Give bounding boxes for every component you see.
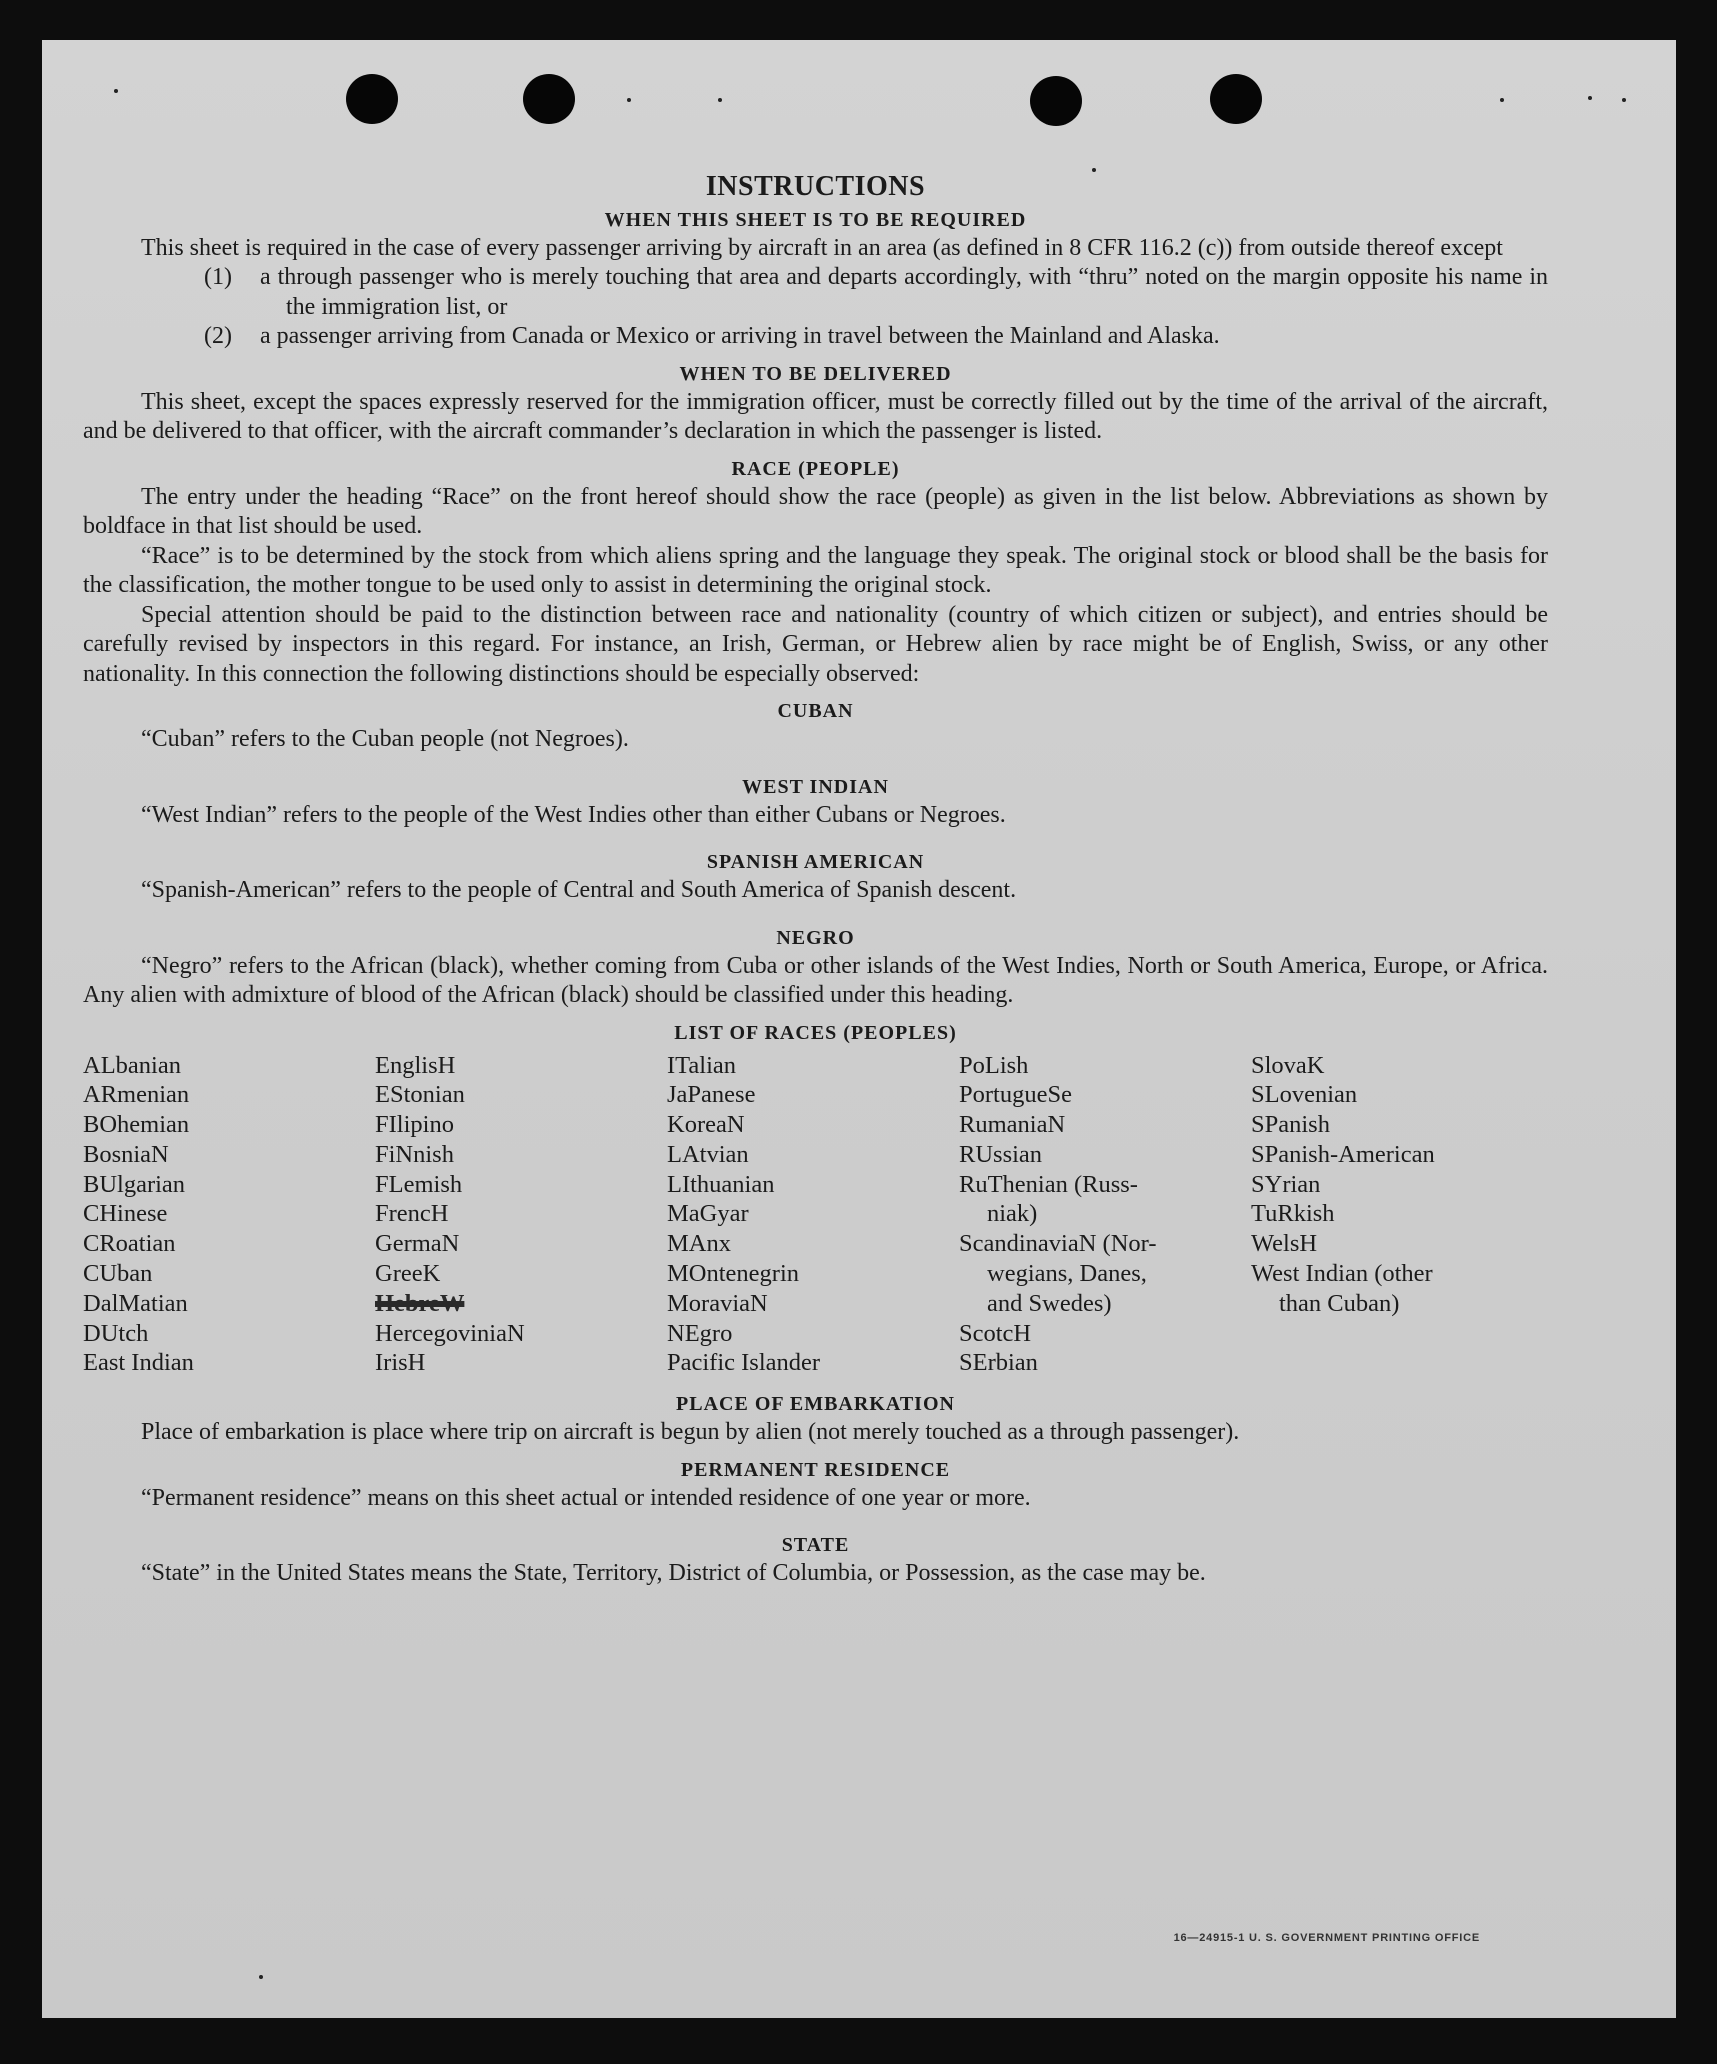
race-item: FrencH xyxy=(375,1200,449,1228)
race-item: ALbanian xyxy=(83,1051,181,1079)
heading-cuban: CUBAN xyxy=(777,700,854,722)
race-item: PoLish xyxy=(959,1051,1029,1079)
races-column-1 xyxy=(83,1051,375,1379)
speck xyxy=(114,89,118,93)
west-indian-text: “West Indian” refers to the people of the West Indies other than either Cubans or Negroes. xyxy=(141,801,1006,828)
race-item: GermaN xyxy=(375,1230,460,1258)
race-item: East Indian xyxy=(83,1349,194,1377)
race-item-struck-out: HebreW xyxy=(375,1289,465,1317)
printing-office-code: 16—24915-1 U. S. GOVERNMENT PRINTING OFFICE xyxy=(1173,1932,1480,1944)
speck xyxy=(1622,98,1626,102)
race-paragraph-2: “Race” is to be determined by the stock from which aliens spring and the language they speak. The original stock or blood shall be the basis for the classification, the mother tongue to be used only to assist in determining the original stock. xyxy=(83,542,1548,598)
speck xyxy=(259,1975,263,1979)
speck xyxy=(718,98,722,102)
heading-list-of-races: LIST OF RACES (PEOPLES) xyxy=(674,1021,957,1044)
race-item: SErbian xyxy=(959,1349,1038,1377)
race-item: MAnx xyxy=(667,1230,731,1258)
race-item: WelsH xyxy=(1251,1230,1318,1258)
clause-2 xyxy=(83,322,1548,352)
race-item-continuation: wegians, Danes, xyxy=(987,1260,1147,1288)
speck xyxy=(1588,96,1592,100)
race-item: LIthuanian xyxy=(667,1170,775,1198)
heading-when-delivered: WHEN TO BE DELIVERED xyxy=(679,362,952,385)
heading-west-indian: WEST INDIAN xyxy=(742,775,889,798)
race-item: SPanish-American xyxy=(1251,1140,1435,1168)
race-item: EStonian xyxy=(375,1081,465,1109)
races-column-4 xyxy=(959,1051,1251,1379)
race-item: LAtvian xyxy=(667,1140,749,1168)
race-item: KoreaN xyxy=(667,1111,745,1139)
punch-hole xyxy=(1030,76,1082,126)
race-item: ScotcH xyxy=(959,1319,1032,1347)
race-item-continuation: than Cuban) xyxy=(1279,1289,1400,1317)
race-item: CHinese xyxy=(83,1200,168,1228)
heading-when-required: WHEN THIS SHEET IS TO BE REQUIRED xyxy=(604,208,1027,231)
negro-text: “Negro” refers to the African (black), whether coming from Cuba or other islands of the West Indies, North or South America, Europe, or Africa. Any alien with admixture of blood of the African (black) should be classified under this heading. xyxy=(83,952,1548,1008)
races-list xyxy=(83,1051,1548,1379)
race-item: FIlipino xyxy=(375,1111,454,1139)
race-item: RumaniaN xyxy=(959,1111,1066,1139)
race-item: CRoatian xyxy=(83,1230,176,1258)
race-item: SYrian xyxy=(1251,1170,1321,1198)
race-item: TuRkish xyxy=(1251,1200,1335,1228)
race-item: BUlgarian xyxy=(83,1170,186,1198)
clause-2-text: a passenger arriving from Canada or Mexico or arriving in travel between the Mainland and Alaska. xyxy=(260,323,1220,349)
race-item: JaPanese xyxy=(667,1081,756,1109)
race-item: IrisH xyxy=(375,1349,426,1377)
race-item: RuThenian (Russ- xyxy=(959,1170,1138,1198)
race-item: CUban xyxy=(83,1260,153,1288)
race-item: SPanish xyxy=(1251,1111,1330,1139)
race-item: BOhemian xyxy=(83,1111,190,1139)
race-item: PortugueSe xyxy=(959,1081,1072,1109)
punch-hole xyxy=(346,74,398,124)
instructions-body xyxy=(83,172,1548,1589)
race-item: SLovenian xyxy=(1251,1081,1358,1109)
cuban-text: “Cuban” refers to the Cuban people (not Negroes). xyxy=(141,726,629,752)
race-item: SlovaK xyxy=(1251,1051,1325,1079)
race-item: FiNnish xyxy=(375,1140,454,1168)
races-column-5 xyxy=(1251,1051,1511,1379)
race-item: Pacific Islander xyxy=(667,1349,821,1377)
race-item: DUtch xyxy=(83,1319,149,1347)
race-item: ScandinaviaN (Nor- xyxy=(959,1230,1157,1258)
race-item-continuation: niak) xyxy=(987,1200,1038,1228)
when-required-intro: This sheet is required in the case of every passenger arriving by aircraft in an area (as defined in 8 CFR 116.2 (c)) from outside thereof except xyxy=(141,234,1503,261)
race-item: NEgro xyxy=(667,1319,733,1347)
heading-state: STATE xyxy=(781,1534,850,1557)
races-column-2 xyxy=(375,1051,667,1379)
race-item: ARmenian xyxy=(83,1081,190,1109)
heading-race: RACE (PEOPLE) xyxy=(731,457,900,480)
race-item: HercegoviniaN xyxy=(375,1319,525,1347)
speck xyxy=(627,98,631,102)
race-item: RUssian xyxy=(959,1140,1043,1168)
race-item: West Indian (other xyxy=(1251,1260,1433,1288)
race-item-continuation: and Swedes) xyxy=(987,1289,1112,1317)
race-paragraph-3: Special attention should be paid to the distinction between race and nationality (country of which citizen or subject), and entries should be carefully revised by inspectors in this regard. For instance, an Irish, German, or Hebrew alien by race might be of English, Swiss, or any other nationality. In this connection the following distinctions should be especially observed: xyxy=(83,601,1548,687)
document-sheet xyxy=(42,40,1676,2018)
race-item: DalMatian xyxy=(83,1289,188,1317)
clause-2-number: (2) xyxy=(204,323,232,349)
punch-hole xyxy=(1210,74,1262,124)
races-column-3 xyxy=(667,1051,959,1379)
race-item: MaGyar xyxy=(667,1200,749,1228)
race-item: BosniaN xyxy=(83,1140,169,1168)
heading-permanent-residence: PERMANENT RESIDENCE xyxy=(680,1458,951,1481)
race-item: FLemish xyxy=(375,1170,463,1198)
punch-hole xyxy=(523,74,575,124)
race-item: EnglisH xyxy=(375,1051,456,1079)
heading-embarkation: PLACE OF EMBARKATION xyxy=(676,1393,955,1416)
clause-1 xyxy=(83,263,1548,322)
permanent-residence-text: “Permanent residence” means on this sheet actual or intended residence of one year or more. xyxy=(141,1484,1031,1511)
race-item: MOntenegrin xyxy=(667,1260,799,1288)
heading-negro: NEGRO xyxy=(776,926,855,949)
state-text: “State” in the United States means the State, Territory, District of Columbia, or Possession, as the case may be. xyxy=(141,1560,1206,1587)
heading-spanish-american: SPANISH AMERICAN xyxy=(706,851,925,873)
page-title: INSTRUCTIONS xyxy=(705,171,926,202)
embarkation-text: Place of embarkation is place where trip on aircraft is begun by alien (not merely touched as a through passenger). xyxy=(141,1419,1240,1446)
race-item: MoraviaN xyxy=(667,1289,768,1317)
race-item: GreeK xyxy=(375,1260,441,1288)
clause-1-number: (1) xyxy=(204,264,232,290)
spanish-american-text: “Spanish-American” refers to the people of Central and South America of Spanish descent. xyxy=(141,877,1017,903)
when-delivered-text: This sheet, except the spaces expressly reserved for the immigration officer, must be correctly filled out by the time of the arrival of the aircraft, and be delivered to that officer, with the aircraft commander’s declaration in which the passenger is listed. xyxy=(83,388,1548,444)
race-item: ITalian xyxy=(667,1051,737,1079)
race-paragraph-1: The entry under the heading “Race” on the front hereof should show the race (people) as given in the list below. Abbreviations as shown by boldface in that list should be used. xyxy=(83,483,1548,539)
clause-1-text: a through passenger who is merely touching that area and departs accordingly, with “thru” noted on the margin opposite his name in the immigration list, or xyxy=(260,264,1548,320)
speck xyxy=(1500,98,1504,102)
